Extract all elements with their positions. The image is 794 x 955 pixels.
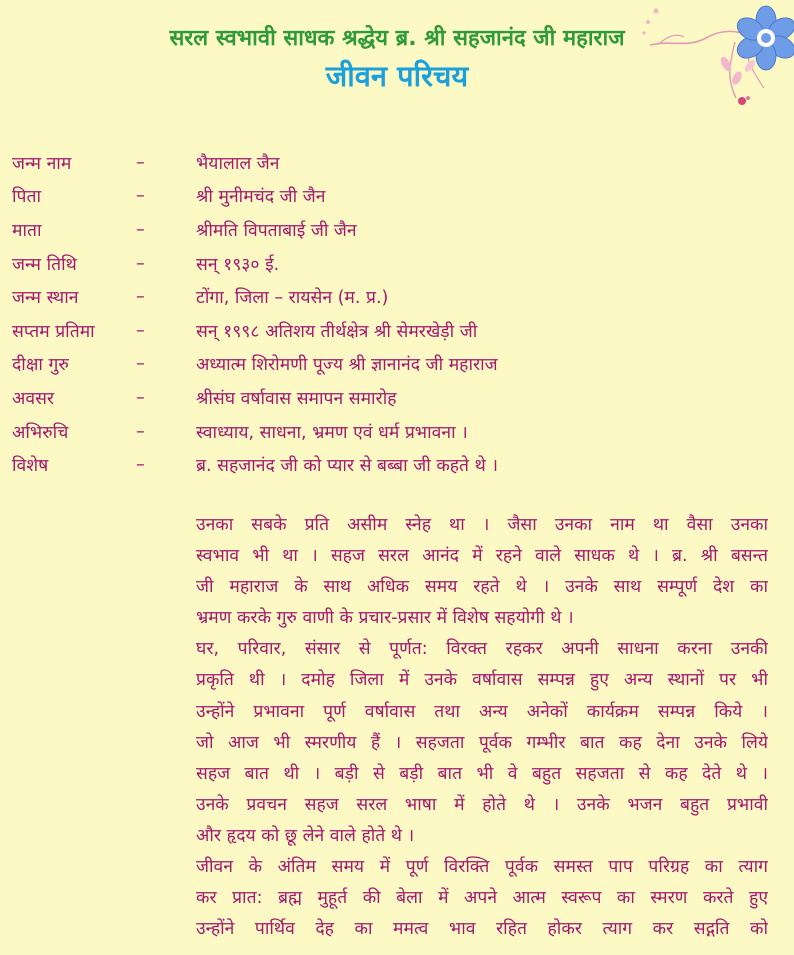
- bio-label: विशेष: [12, 456, 49, 477]
- bio-label: जन्म तिथि: [12, 254, 77, 275]
- description-line: सहज बात थी । बड़ी से बड़ी बात भी वे बहुत सहजता से कह देते थे ।: [196, 763, 768, 784]
- bio-separator: –: [136, 354, 145, 375]
- bio-separator: –: [136, 219, 145, 240]
- bio-label: सप्तम प्रतिमा: [12, 321, 95, 342]
- bio-table: [12, 146, 784, 482]
- page-title: सरल स्वभावी साधक श्रद्धेय ब्र. श्री सहजानंद जी महाराज: [169, 26, 625, 51]
- bio-value: अध्यात्म शिरोमणी पूज्य श्री ज्ञानानंद जी महाराज: [196, 355, 498, 376]
- bio-separator: –: [136, 287, 145, 308]
- flower-ornament-icon: [640, 0, 794, 112]
- bio-separator: –: [136, 455, 145, 476]
- bio-row: [12, 146, 784, 180]
- bio-value: श्रीमति विपताबाई जी जैन: [196, 220, 357, 241]
- description-line: उन्होंने पार्थिव देह का ममत्व भाव रहित होकर त्याग कर सद्गति को: [196, 919, 768, 940]
- bio-label: पिता: [12, 187, 41, 208]
- bio-value: भैयालाल जैन: [196, 153, 280, 174]
- description-line: उनके प्रवचन सहज सरल भाषा में होते थे । उनके भजन बहुत प्रभावी: [196, 794, 768, 815]
- page-subtitle: जीवन परिचय: [325, 59, 469, 93]
- bio-label: माता: [12, 220, 42, 241]
- bio-value: सन् १९९८ अतिशय तीर्थक्षेत्र श्री सेमरखेड़ी जी: [196, 321, 478, 342]
- bio-row: [12, 314, 784, 348]
- bio-label: जन्म नाम: [12, 153, 72, 174]
- description-line: जो आज भी स्मरणीय हैं । सहजता पूर्वक गम्भीर बात कह देना उनके लिये: [196, 732, 768, 753]
- description-line: उन्होंने प्रभावना पूर्ण वर्षावास तथा अन्य अनेकों कार्यक्रम सम्पन्न किये ।: [196, 701, 768, 722]
- description-line: भ्रमण करके गुरु वाणी के प्रचार-प्रसार में विशेष सहयोगी थे ।: [196, 608, 574, 629]
- description-line: और हृदय को छू लेने वाले होते थे ।: [196, 825, 415, 846]
- bio-label: दीक्षा गुरु: [12, 355, 69, 376]
- bio-label: अभिरुचि: [12, 422, 69, 443]
- bio-value: सन् १९३० ई.: [196, 254, 280, 275]
- bio-row: [12, 415, 784, 449]
- bio-row: [12, 348, 784, 382]
- bio-separator: –: [136, 387, 145, 408]
- description-line: उनका सबके प्रति असीम स्नेह था । जैसा उनका नाम था वैसा उनका: [196, 515, 768, 535]
- bio-separator: –: [136, 152, 145, 173]
- bio-row: [12, 448, 784, 482]
- bio-row: [12, 213, 784, 247]
- bio-row: [12, 381, 784, 415]
- description-line: घर, परिवार, संसार से पूर्णत: विरक्त रहकर अपनी साधना करना उनकी: [196, 639, 768, 660]
- bio-label: जन्म स्थान: [12, 288, 79, 309]
- bio-label: अवसर: [12, 388, 55, 409]
- bio-row: [12, 247, 784, 281]
- bio-row: [12, 280, 784, 314]
- bio-value: श्री मुनीमचंद जी जैन: [196, 187, 326, 208]
- bio-value: टोंगा, जिला – रायसेन (म. प्र.): [196, 288, 389, 309]
- bio-separator: –: [136, 186, 145, 207]
- description-line: प्रकृति थी । दमोह जिला में उनके वर्षावास सम्पन्न हुए अन्य स्थानों पर भी: [196, 670, 768, 691]
- bio-value: स्वाध्याय, साधना, भ्रमण एवं धर्म प्रभावना ।: [196, 422, 468, 443]
- bio-value: श्रीसंघ वर्षावास समापन समारोह: [196, 388, 397, 409]
- description-line: स्वभाव भी था । सहज सरल आनंद में रहने वाले साधक थे । ब्र. श्री बसन्त: [196, 546, 768, 567]
- description-text: [196, 510, 768, 945]
- bio-separator: –: [136, 421, 145, 442]
- bio-separator: –: [136, 253, 145, 274]
- bio-row: [12, 180, 784, 214]
- description-line: जी महाराज के साथ अधिक समय रहते थे । उनके साथ सम्पूर्ण देश का: [196, 577, 768, 598]
- bio-value: ब्र. सहजानंद जी को प्यार से बब्बा जी कहते थे ।: [196, 456, 498, 477]
- description-line: कर प्रात: ब्रह्म मुहूर्त की बेला में अपने आत्म स्वरूप का स्मरण करते हुए: [196, 888, 768, 909]
- description-line: जीवन के अंतिम समय में पूर्ण विरक्ति पूर्वक समस्त पाप परिग्रह का त्याग: [196, 857, 768, 878]
- bio-separator: –: [136, 320, 145, 341]
